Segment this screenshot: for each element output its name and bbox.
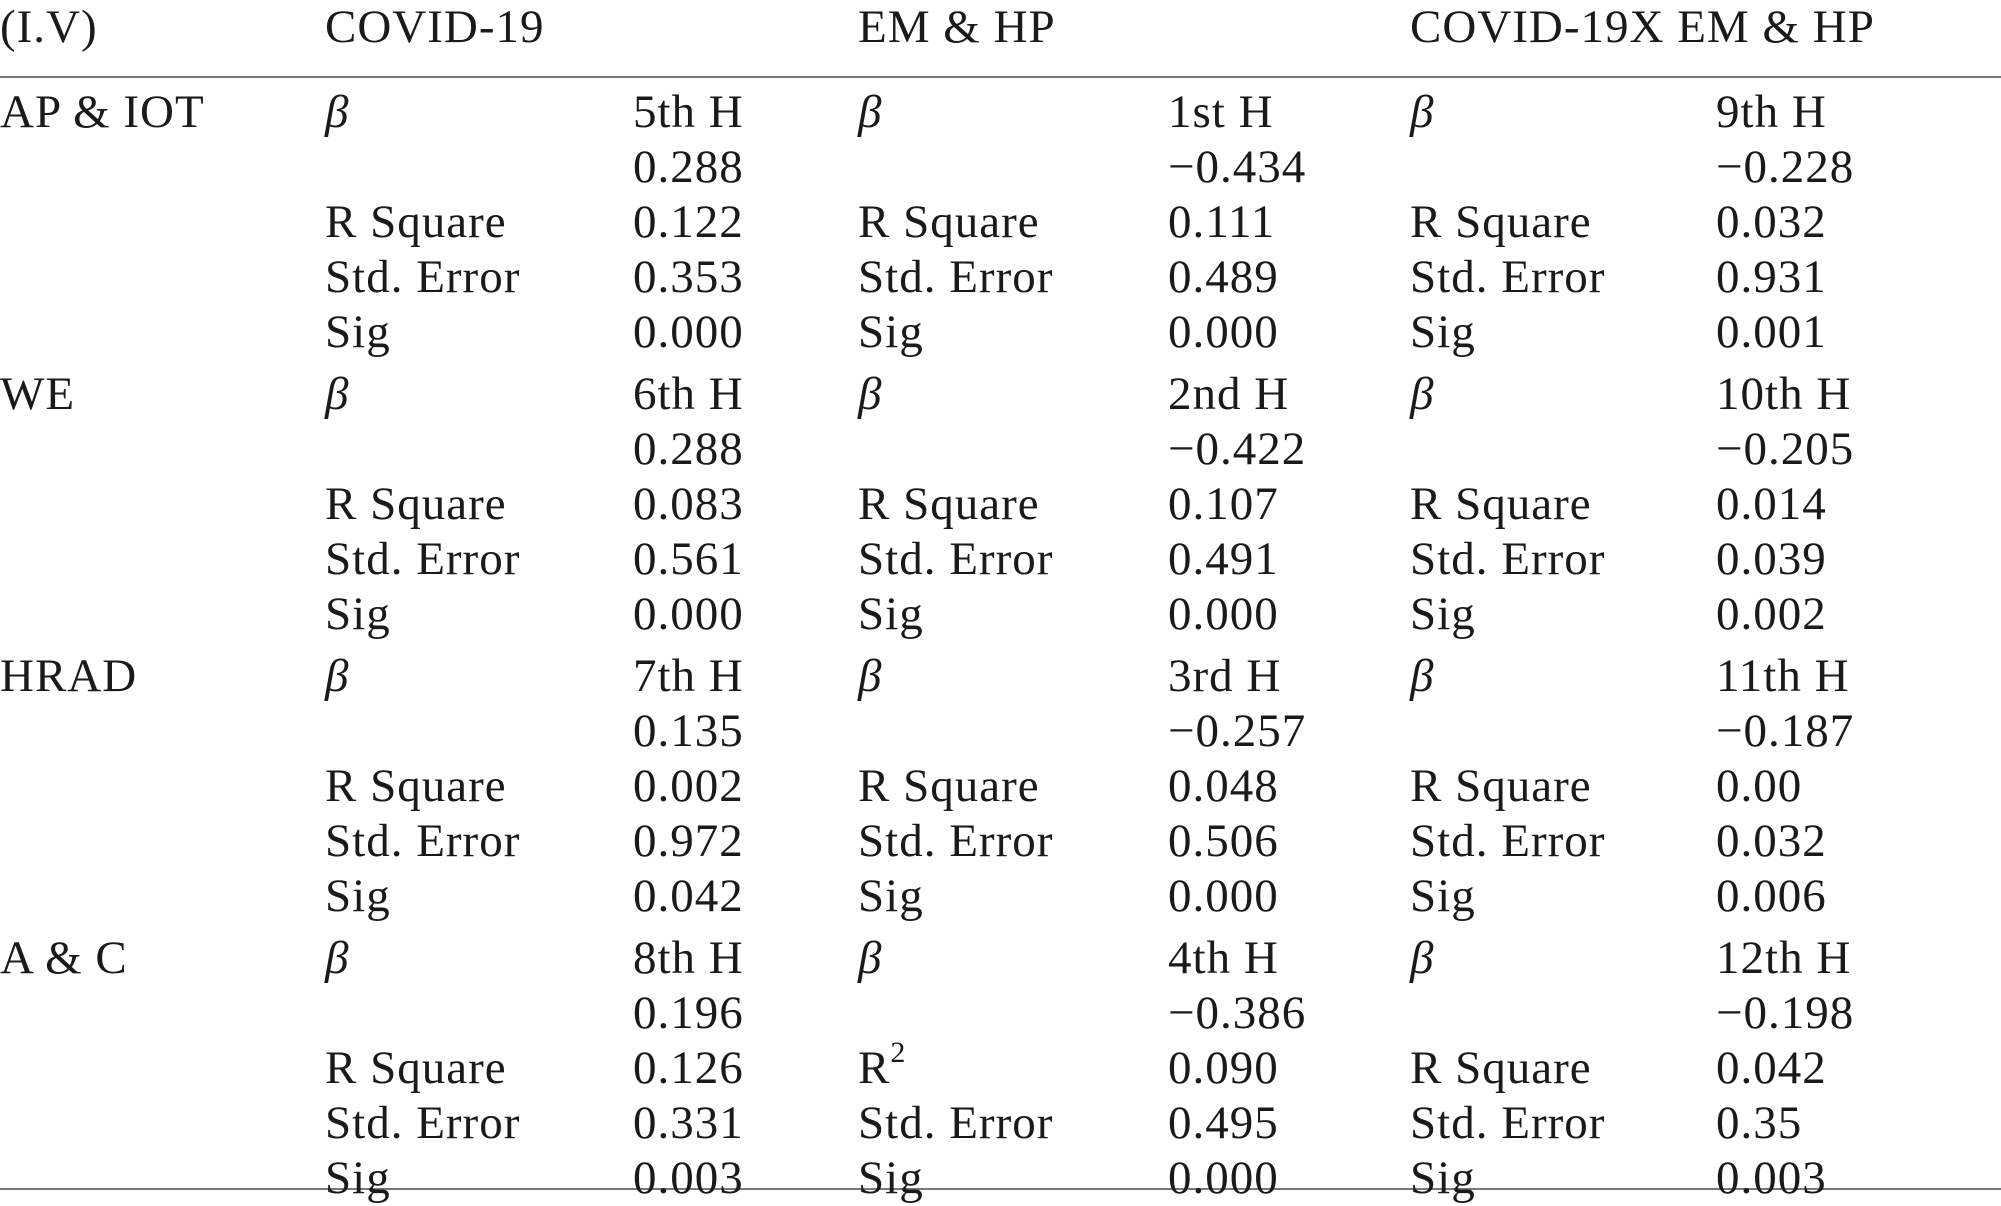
std-error-label: Std. Error [858,251,1054,303]
hypothesis-label: 7th H [633,650,744,702]
iv-empty [0,305,325,360]
std-error-value: 0.35 [1716,1097,1803,1149]
r-square-value: 0.090 [1168,1042,1279,1094]
r-square-value: 0.122 [633,196,744,248]
iv-label: A & C [0,932,128,984]
iv-empty [0,195,325,250]
beta-symbol: β [858,650,883,702]
iv-empty [0,587,325,642]
r-square-label: R Square [1410,760,1592,812]
beta-symbol: β [325,932,350,984]
std-error-label: Std. Error [325,815,521,867]
sig-value: 0.042 [633,870,744,922]
table-row [0,532,2001,587]
beta-symbol: β [325,368,350,420]
beta-value-cell [633,78,858,195]
table-row [0,1096,2001,1151]
sig-value: 0.000 [633,588,744,640]
beta-symbol: β [1410,368,1435,420]
hypothesis-label: 9th H [1716,86,1827,138]
r-square-label: R Square [858,478,1040,530]
r-square-label: R Square [1410,478,1592,530]
r-square-value: 0.032 [1716,196,1827,248]
std-error-label: Std. Error [858,533,1054,585]
table-row [0,1151,2001,1206]
hypothesis-label: 3rd H [1168,650,1282,702]
hypothesis-label: 5th H [633,86,744,138]
table-row [0,195,2001,250]
sig-value: 0.000 [1168,588,1279,640]
iv-label: AP & IOT [0,86,205,138]
r-square-label: R Square [1410,196,1592,248]
sig-label: Sig [1410,306,1476,358]
sig-label: Sig [325,1152,391,1204]
beta-symbol: β [325,86,350,138]
hypothesis-label: 2nd H [1168,368,1290,420]
std-error-value: 0.491 [1168,533,1279,585]
beta-value-cell [633,924,858,1041]
hypothesis-label: 12th H [1716,932,1852,984]
r-square-label [858,1036,1168,1096]
table-row [0,360,2001,477]
sig-value: 0.000 [1168,306,1279,358]
std-error-label: Std. Error [325,1097,521,1149]
sig-value: 0.001 [1716,306,1827,358]
r-square-label: R Square [858,196,1040,248]
std-error-value: 0.039 [1716,533,1827,585]
sig-label: Sig [1410,1152,1476,1204]
table-row [0,477,2001,532]
beta-value: −0.228 [1716,141,1855,193]
beta-symbol: β [1410,650,1435,702]
std-error-label: Std. Error [1410,1097,1606,1149]
iv-empty [0,814,325,869]
std-error-label: Std. Error [1410,533,1606,585]
sig-value: 0.000 [1168,1152,1279,1204]
table-row [0,305,2001,360]
std-error-label: Std. Error [858,1097,1054,1149]
sig-value: 0.006 [1716,870,1827,922]
iv-empty [0,869,325,924]
beta-symbol: β [858,368,883,420]
beta-value-cell [1716,78,2001,195]
beta-value: 0.196 [633,987,744,1039]
header-covid: COVID-19 [325,1,545,53]
std-error-label: Std. Error [325,251,521,303]
r-square-value: 0.002 [633,760,744,812]
iv-empty [0,532,325,587]
beta-value: 0.288 [633,141,744,193]
sig-label: Sig [325,588,391,640]
std-error-label: Std. Error [1410,251,1606,303]
sig-label: Sig [1410,870,1476,922]
beta-value-cell [1716,360,2001,477]
hypothesis-label: 6th H [633,368,744,420]
sig-label: Sig [858,870,924,922]
std-error-value: 0.972 [633,815,744,867]
table-row [0,759,2001,814]
beta-symbol: β [858,932,883,984]
r-square-value: 0.048 [1168,760,1279,812]
std-error-value: 0.561 [633,533,744,585]
beta-symbol: β [325,650,350,702]
r-square-value: 0.107 [1168,478,1279,530]
sig-label: Sig [858,1152,924,1204]
std-error-value: 0.489 [1168,251,1279,303]
sig-value: 0.000 [633,306,744,358]
sig-label: Sig [325,306,391,358]
header-row [0,0,2001,78]
r-square-label: R Square [858,760,1040,812]
sig-value: 0.003 [1716,1152,1827,1204]
beta-value: −0.198 [1716,987,1855,1039]
r-square-label: R Square [325,1042,507,1094]
table-row [0,587,2001,642]
beta-value-cell [1168,360,1410,477]
sig-value: 0.002 [1716,588,1827,640]
r-square-value: 0.00 [1716,760,1803,812]
r-label-base: R [858,1042,891,1094]
sig-value: 0.000 [1168,870,1279,922]
hypothesis-label: 8th H [633,932,744,984]
beta-value: −0.257 [1168,705,1307,757]
beta-value-cell [633,642,858,759]
hypothesis-label: 10th H [1716,368,1852,420]
table-row [0,78,2001,195]
table-row [0,1041,2001,1096]
header-interaction: COVID-19X EM & HP [1410,1,1875,53]
r-square-value: 0.083 [633,478,744,530]
beta-value: 0.288 [633,423,744,475]
std-error-value: 0.331 [633,1097,744,1149]
beta-value: −0.422 [1168,423,1307,475]
beta-value-cell [1168,924,1410,1041]
header-emhp: EM & HP [858,1,1056,53]
hypothesis-label: 11th H [1716,650,1850,702]
r-square-label: R Square [325,478,507,530]
beta-value: −0.187 [1716,705,1855,757]
beta-value-cell [633,360,858,477]
sig-label: Sig [325,870,391,922]
iv-empty [0,250,325,305]
iv-empty [0,759,325,814]
table-row [0,924,2001,1041]
r-square-value: 0.126 [633,1042,744,1094]
table-row [0,250,2001,305]
sig-label: Sig [1410,588,1476,640]
iv-empty [0,1041,325,1096]
r-square-label: R Square [325,196,507,248]
beta-value-cell [1168,642,1410,759]
beta-symbol: β [858,86,883,138]
iv-empty [0,1096,325,1151]
beta-value: −0.434 [1168,141,1307,193]
std-error-label: Std. Error [325,533,521,585]
sig-value: 0.003 [633,1152,744,1204]
beta-value-cell [1168,78,1410,195]
iv-empty [0,1151,325,1206]
std-error-value: 0.495 [1168,1097,1279,1149]
iv-empty [0,477,325,532]
table-body [0,78,2001,1206]
sig-label: Sig [858,588,924,640]
hypothesis-label: 1st H [1168,86,1274,138]
std-error-label: Std. Error [1410,815,1606,867]
std-error-value: 0.353 [633,251,744,303]
r-label-superscript: 2 [890,1036,907,1070]
header-iv: (I.V) [0,1,98,53]
std-error-value: 0.931 [1716,251,1827,303]
r-square-value: 0.014 [1716,478,1827,530]
table-row [0,642,2001,759]
table-row [0,869,2001,924]
beta-value: 0.135 [633,705,744,757]
std-error-label: Std. Error [858,815,1054,867]
beta-value: −0.386 [1168,987,1307,1039]
beta-value-cell [1716,642,2001,759]
table-row [0,814,2001,869]
iv-label: HRAD [0,650,138,702]
beta-value-cell [1716,924,2001,1041]
r-square-label: R Square [1410,1042,1592,1094]
beta-symbol: β [1410,932,1435,984]
hypothesis-label: 4th H [1168,932,1279,984]
iv-label: WE [0,368,76,420]
beta-symbol: β [1410,86,1435,138]
beta-value: −0.205 [1716,423,1855,475]
std-error-value: 0.032 [1716,815,1827,867]
r-square-value: 0.111 [1168,196,1276,248]
std-error-value: 0.506 [1168,815,1279,867]
r-square-value: 0.042 [1716,1042,1827,1094]
r-square-label: R Square [325,760,507,812]
sig-label: Sig [858,306,924,358]
